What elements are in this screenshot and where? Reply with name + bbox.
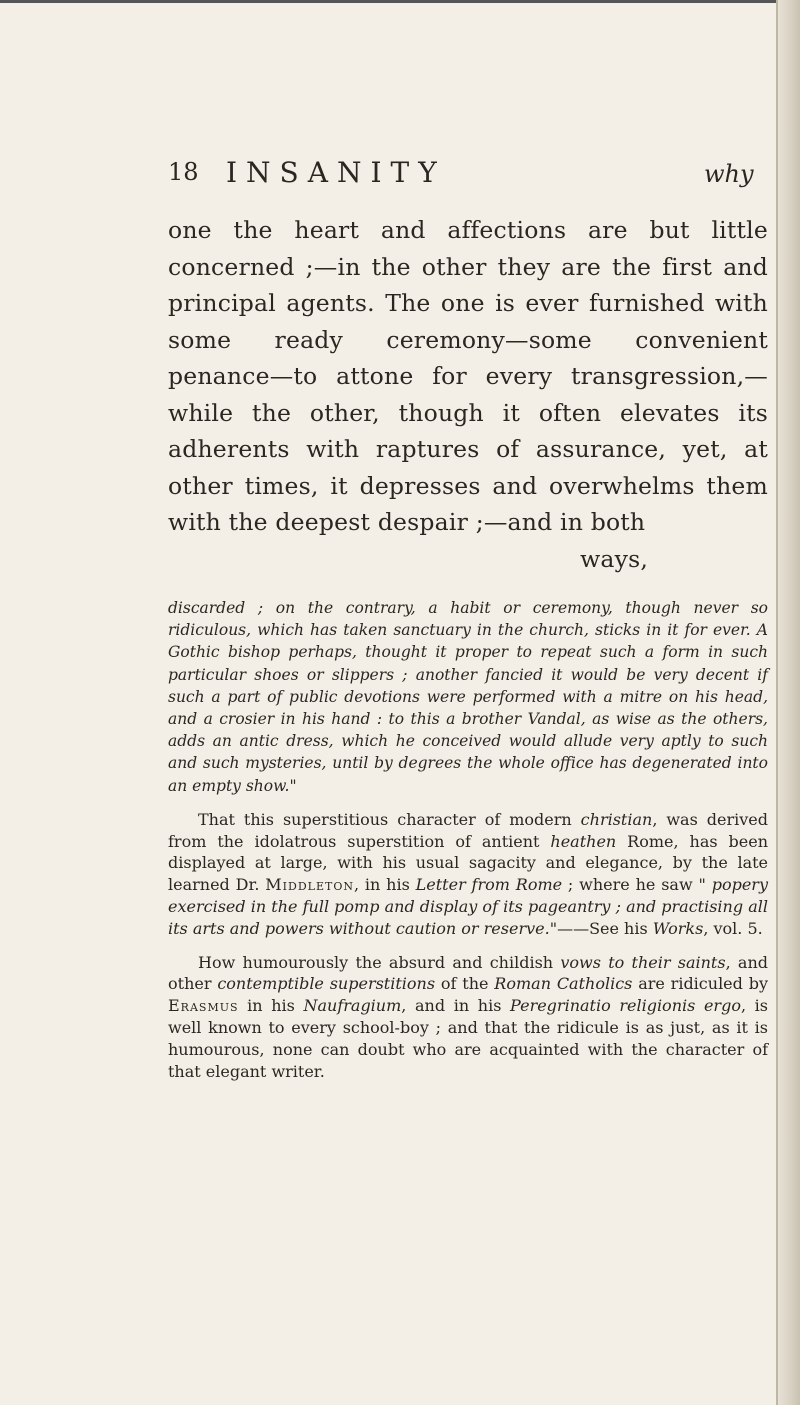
footnote-quote	[168, 597, 768, 797]
italic-run: popery exercised in the full pomp and display of its pageantry ; and practising all its arts and powers without caution or reserve.	[168, 875, 768, 938]
top-edge-shadow	[0, 0, 800, 8]
italic-run: Naufragium	[303, 996, 402, 1016]
italic-run: christian	[580, 809, 653, 829]
page-content	[168, 150, 768, 1082]
text-run: are ridiculed by	[632, 974, 769, 994]
text-run: of the	[435, 974, 495, 994]
italic-run: Peregrinatio religionis ergo	[510, 996, 741, 1016]
text-run: , was derived from the idolatrous superstition of antient	[168, 809, 769, 851]
text-run: , vol. 5.	[703, 918, 763, 938]
page-edge-line	[776, 0, 778, 1405]
footnote-text: on the contrary, a habit or ceremony, though never so ridiculous, which has taken sanctuary in the church, sticks in it for ever. A Gothic bishop perhaps, thought it proper to repeat such a form in such particular shoes or slippers ; another fancied it would be very decent if such a part of public devotions were performed with a mitre on his head, and a crosier in his hand : to this a brother Vandal, as wise as the others, adds an antic dress, which he conceived would allude very aptly to such and such mysteries, until by degrees the whole office has degenerated into an empty show."	[168, 599, 768, 795]
text-run: , in his	[353, 875, 416, 895]
text-run: , and other	[168, 952, 768, 994]
italic-run: heathen	[550, 831, 617, 851]
page-edge	[776, 0, 800, 1405]
text-run: How humourously the absurd and childish	[198, 952, 561, 972]
main-paragraph-tail: ways,	[580, 544, 648, 573]
text-run: , is well known to every school-boy ; and that the ridicule is as just, as it is humourous, none can doubt who are acquainted with the character of that elegant writer.	[168, 996, 769, 1081]
footnote-text-start: discarded ;	[168, 599, 276, 617]
paragraph-middleton	[168, 809, 768, 940]
running-header	[168, 150, 768, 200]
page-number: 18	[168, 158, 199, 186]
text-run: ; where he saw "	[562, 875, 712, 895]
main-paragraph	[168, 212, 768, 577]
text-run: "——See his	[549, 918, 653, 938]
main-paragraph-text: one the heart and affections are but little concerned ;—in the other they are the first and principal agents. The one is ever furnished with some ready ceremony—some convenient penance—to attone for every transgression,—while the other, though it often elevates its adherents with raptures of assurance, yet, at other times, it depresses and overwhelms them with the deepest despair ;—and in both	[168, 216, 768, 536]
small-caps-run: Middleton	[265, 875, 354, 895]
italic-run: Letter from Rome	[415, 875, 563, 895]
italic-run: vows to their saints	[560, 952, 726, 972]
text-run: Rome, has been displayed at large, with his usual sagacity and elegance, by the late learned Dr.	[168, 831, 768, 895]
italic-run: Works	[652, 918, 704, 938]
text-run: in his	[238, 996, 304, 1016]
italic-run: Roman Catholics	[494, 974, 633, 994]
paragraph-erasmus	[168, 952, 768, 1083]
italic-run: contemptible superstitions	[217, 974, 436, 994]
text-run: , and in his	[401, 996, 511, 1016]
catchword: why	[704, 160, 754, 188]
small-caps-run: Erasmus	[168, 996, 239, 1016]
text-run: That this superstitious character of modern	[198, 809, 581, 829]
running-title: INSANITY	[226, 156, 446, 189]
